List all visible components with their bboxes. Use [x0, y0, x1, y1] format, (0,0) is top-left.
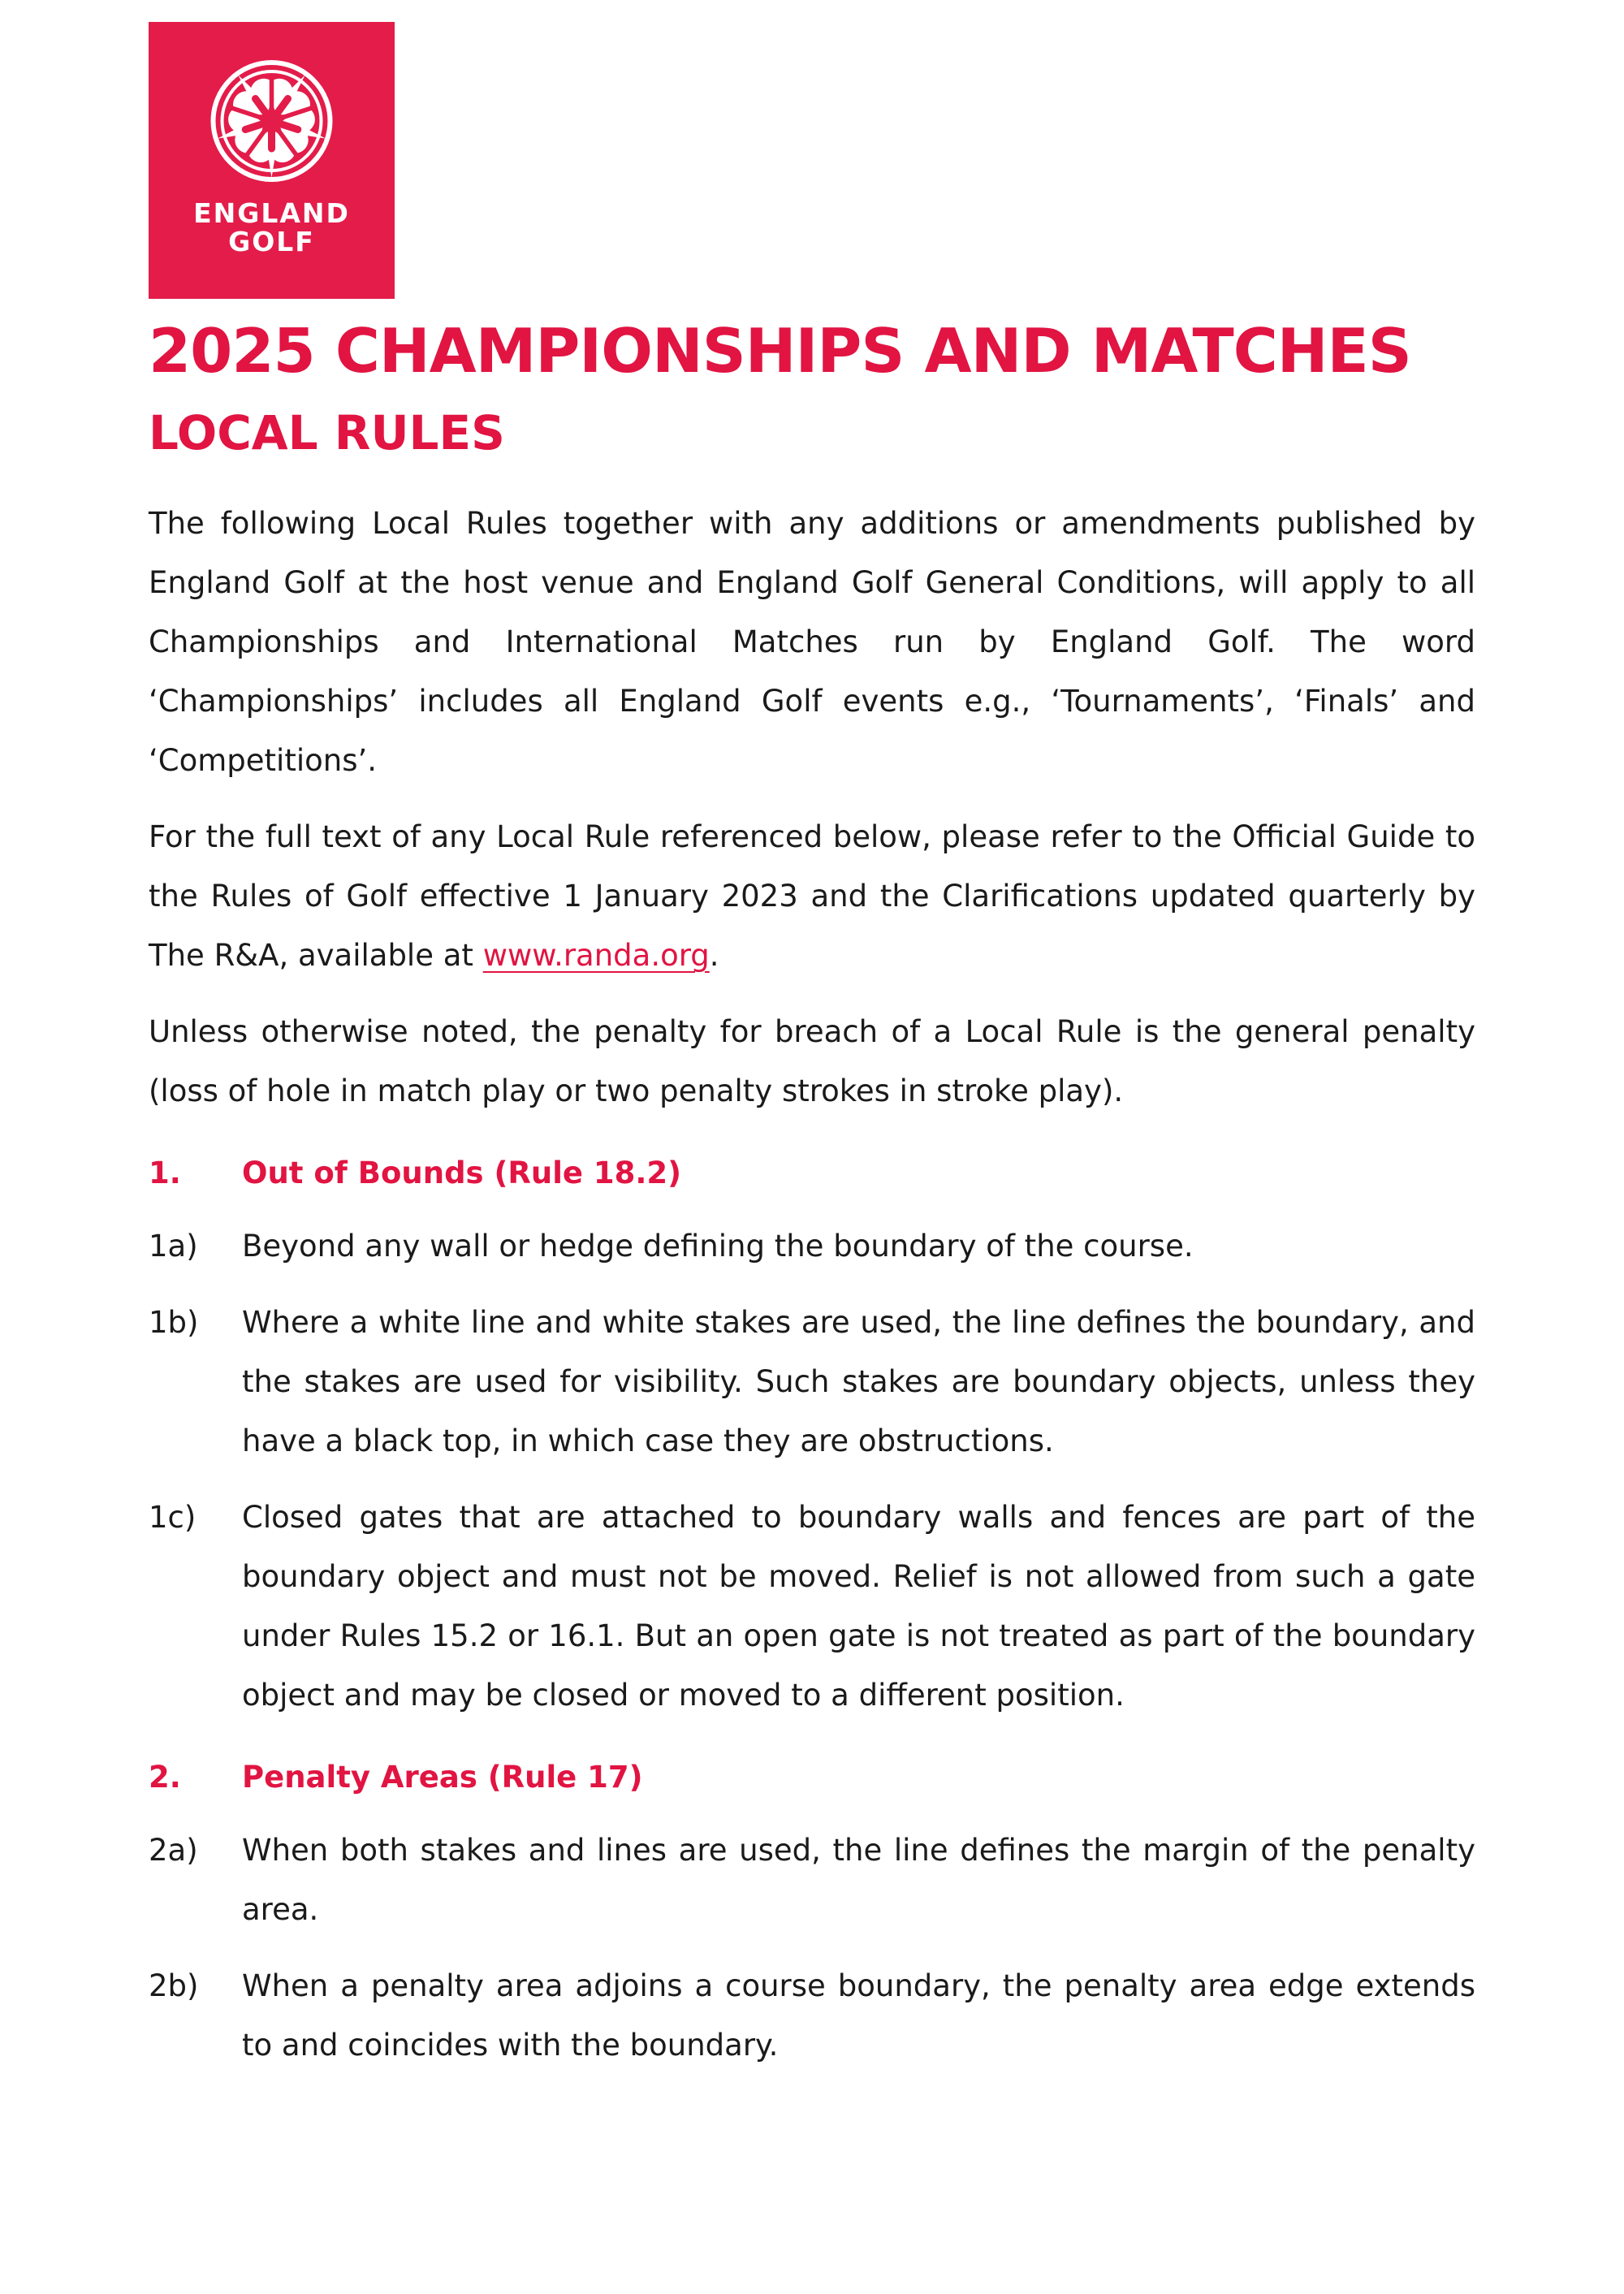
section-1-title: Out of Bounds (Rule 18.2): [242, 1156, 682, 1190]
section-2-number: 2.: [149, 1760, 181, 1795]
rule-item-2b-label: 2b): [149, 1968, 199, 2003]
section-1-heading: [149, 1143, 1475, 1203]
intro-paragraph-1: The following Local Rules together with any additions or amendments published by England Golf at the host venue and England Golf General Conditions, will apply to all Championships and International Matches run by England Golf. The word ‘Championships’ includes all England Golf events e.g., ‘Tournaments’, ‘Finals’ and ‘Competitions’.: [149, 506, 1475, 778]
rule-item-1a-label: 1a): [149, 1229, 198, 1264]
section-2-title: Penalty Areas (Rule 17): [242, 1760, 643, 1795]
rule-item-2a-label: 2a): [149, 1833, 198, 1868]
rule-item-1b-text: Where a white line and white stakes are used, the line defines the boundary, and the stakes are used for visibility. Such stakes are boundary objects, unless they have a black top, in which case they are obstructions.: [242, 1305, 1475, 1458]
rule-item-1c-text: Closed gates that are attached to boundary walls and fences are part of the boundary object and must not be moved. Relief is not allowed from such a gate under Rules 15.2 or 16.1. But an open gate is not treated as part of the boundary object and may be closed or moved to a different position.: [242, 1500, 1475, 1713]
section-2-heading: [149, 1748, 1475, 1807]
rule-item-1a-text: Beyond any wall or hedge defining the boundary of the course.: [242, 1229, 1194, 1264]
tudor-rose-icon: [214, 63, 330, 179]
intro-paragraph-3: Unless otherwise noted, the penalty for breach of a Local Rule is the general penalty (loss of hole in match play or two penalty strokes in stroke play).: [149, 1014, 1475, 1108]
section-1-number: 1.: [149, 1156, 181, 1190]
randa-link[interactable]: www.randa.org: [482, 938, 710, 973]
rule-item-1b-label: 1b): [149, 1305, 199, 1340]
logo-text-golf: GOLF: [228, 226, 315, 257]
page-subtitle: LOCAL RULES: [149, 405, 505, 460]
logo-text-england: ENGLAND: [193, 197, 350, 229]
intro-paragraph-2-text: For the full text of any Local Rule referenced below, please refer to the Official Guide to the Rules of Golf effective 1 January 2023 and the Clarifications updated quarterly by The R&A, available at: [149, 819, 1475, 973]
rule-item-2b: [149, 1956, 1475, 2075]
intro-paragraph-2: [149, 807, 1475, 985]
page-title: 2025 CHAMPIONSHIPS AND MATCHES: [149, 315, 1411, 387]
rule-item-1c-label: 1c): [149, 1500, 197, 1535]
rule-item-1b: [149, 1293, 1475, 1471]
england-golf-logo: [149, 22, 395, 299]
rule-item-1c: [149, 1488, 1475, 1725]
rule-item-2a: [149, 1821, 1475, 1939]
intro-paragraph-2-suffix: .: [709, 938, 719, 973]
rule-item-2b-text: When a penalty area adjoins a course boundary, the penalty area edge extends to and coincides with the boundary.: [242, 1968, 1475, 2063]
document-content: [149, 22, 1475, 2092]
rule-item-1a: [149, 1216, 1475, 1276]
rule-item-2a-text: When both stakes and lines are used, the line defines the margin of the penalty area.: [242, 1833, 1475, 1927]
